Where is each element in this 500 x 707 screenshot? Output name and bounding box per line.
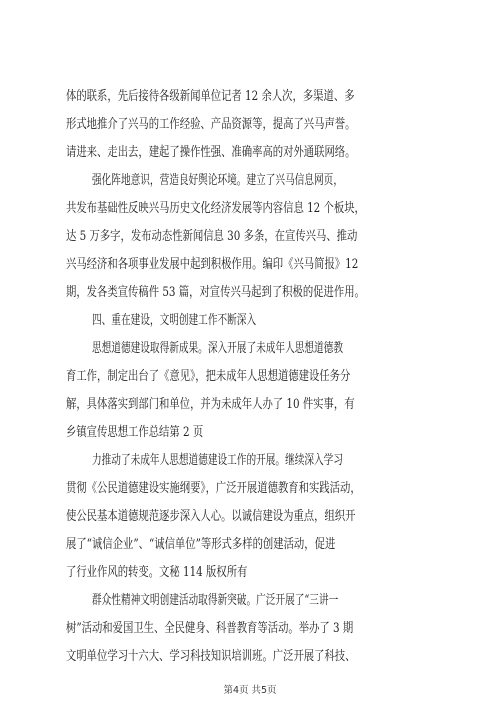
text-line: 共发布基础性反映兴马历史文化经济发展等内容信息 12 个板块， bbox=[66, 201, 365, 216]
text-line: 期，发各类宣传稿件 53 篇，对宣传兴马起到了积极的促进作用。 bbox=[66, 285, 365, 300]
text-line: 形式地推介了兴马的工作经验、产品资源等，提高了兴马声誉。 bbox=[66, 117, 356, 132]
text-line: 体的联系，先后接待各级新闻单位记者 12 余人次，多渠道、多 bbox=[66, 89, 355, 104]
text-line: 兴马经济和各项事业发展中起到积极作用。编印《兴马简报》12 bbox=[66, 257, 359, 272]
text-line: 育工作，制定出台了《意见》，把未成年人思想道德建设任务分 bbox=[66, 369, 351, 384]
text-line: 展了“诚信企业”、“诚信单位”等形式多样的创建活动，促进 bbox=[66, 537, 336, 552]
text-line: 了行业作风的转变。文秘 114 版权所有 bbox=[66, 565, 248, 580]
text-line: 思想道德建设取得新成果。深入开展了未成年人思想道德教 bbox=[92, 341, 343, 356]
text-line: 解，具体落实到部门和单位，并为未成年人办了 10 件实事，有 bbox=[66, 397, 355, 412]
text-line: 乡镇宣传思想工作总结第 2 页 bbox=[66, 425, 204, 440]
page-number-footer: 第4页 共5页 bbox=[223, 685, 277, 696]
text-line: 树”活动和爱国卫生、全民健身、科普教育等活动。举办了 3 期 bbox=[66, 621, 354, 636]
text-line: 文明单位学习十六大、学习科技知识培训班。广泛开展了科技、 bbox=[66, 649, 356, 664]
text-line: 群众性精神文明创建活动取得新突破。广泛开展了“三讲一 bbox=[92, 593, 339, 608]
text-line: 强化阵地意识，营造良好舆论环境。建立了兴马信息网页， bbox=[92, 173, 343, 188]
text-line: 使公民基本道德规范逐步深入人心。以诚信建设为重点，组织开 bbox=[66, 509, 356, 524]
text-line: 力推动了未成年人思想道德建设工作的开展。继续深入学习 bbox=[92, 453, 343, 468]
text-line: 贯彻《公民道德建设实施纲要》，广泛开展道德教育和实践活动， bbox=[66, 481, 361, 496]
text-line: 达 5 万多字，发布动态性新闻信息 30 多条，在宣传兴马、推动 bbox=[66, 229, 358, 244]
section-heading: 四、重在建设，文明创建工作不断深入 bbox=[92, 313, 257, 328]
text-line: 请进来、走出去，建起了操作性强、准确率高的对外通联网络。 bbox=[66, 145, 356, 160]
